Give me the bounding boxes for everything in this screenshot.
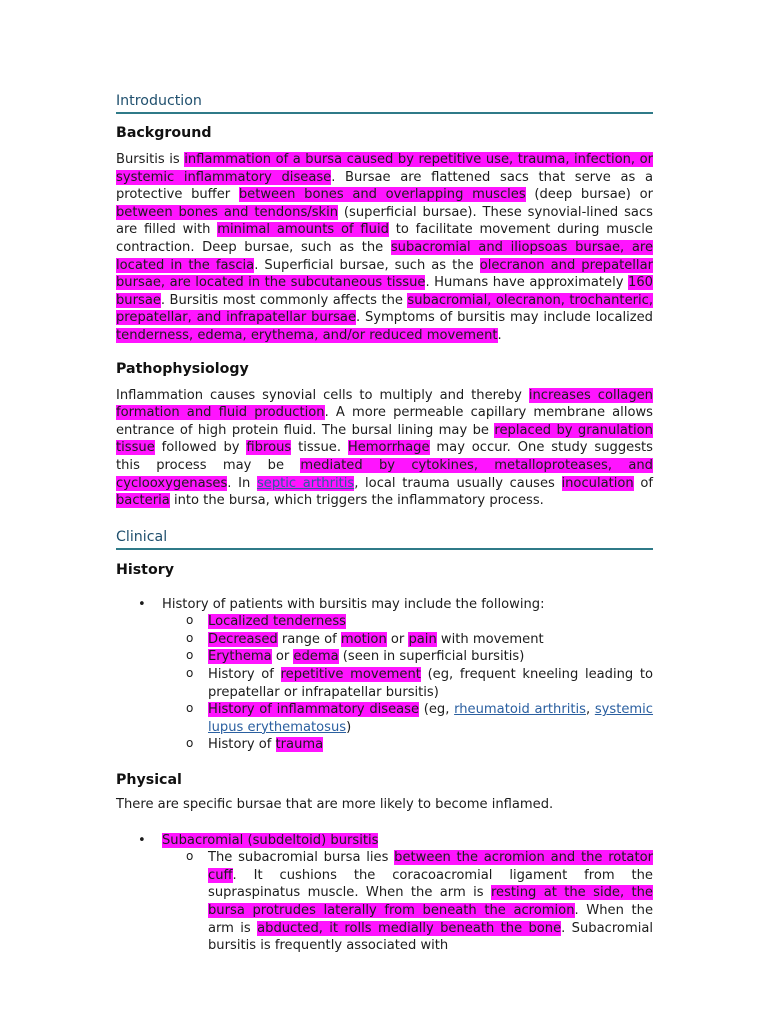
highlighted-text: motion [340, 631, 387, 647]
list-item [162, 666, 653, 701]
list-item [162, 736, 653, 754]
highlighted-text: trauma [275, 737, 324, 753]
inline-link[interactable]: systemic lupus erythematosus [208, 702, 654, 735]
text-run: . A more permeable capillary membrane allows entrance of high protein fluid. The bursal lining may be [116, 405, 654, 438]
text-run: (superficial bursae). These synovial-lined sacs are filled with [116, 204, 653, 238]
inline-link[interactable]: rheumatoid arthritis [454, 702, 586, 718]
list-item [162, 849, 653, 955]
highlighted-text: pain [408, 631, 437, 647]
text-run: . Humans have approximately [425, 275, 628, 291]
text-run: History of [208, 737, 276, 753]
highlighted-text: resting at the side, the bursa protrudes laterally from beneath the acromion [208, 885, 653, 918]
text-run: to facilitate movement during muscle contraction. Deep bursae, such as the [116, 222, 653, 255]
history-bullet-text: History of patients with bursitis may include the following: [162, 596, 545, 612]
highlighted-text: mediated by cytokines, metalloproteases, and cyclooxygenases [116, 457, 653, 491]
list-item [162, 613, 653, 631]
text-run: tissue. [291, 440, 348, 456]
text-run: . In [227, 475, 257, 491]
subheading-background: Background [116, 125, 212, 141]
subheading-physical: Physical [116, 772, 182, 789]
highlighted-text: between bones and overlapping muscles [238, 187, 526, 203]
highlighted-text: inoculation [561, 475, 634, 491]
text-run: or [271, 649, 294, 665]
highlighted-text: Decreased [208, 631, 278, 647]
text-run: of [633, 475, 653, 491]
subheading-history: History [116, 561, 174, 578]
highlighted-text: edema [293, 649, 339, 665]
text-run: . Subacromial bursitis is frequently associated with [208, 920, 653, 954]
text-run: (eg, frequent kneeling leading to prepatellar or infrapatellar bursitis) [208, 667, 654, 700]
history-list [116, 596, 653, 754]
subheading-pathophysiology: Pathophysiology [116, 360, 249, 377]
background-paragraph [116, 151, 653, 345]
text-run: Bursitis is [116, 152, 185, 167]
physical-sublist [162, 849, 653, 955]
highlighted-text: between the acromion and the rotator cuff [208, 850, 653, 883]
list-item [116, 832, 653, 955]
history-sublist [162, 613, 653, 754]
text-run: ) [346, 719, 352, 735]
text-run: (eg, [419, 702, 455, 718]
text-run: into the bursa, which triggers the inflammatory process. [169, 493, 544, 509]
text-run: History of [208, 667, 281, 683]
highlighted-text: subacromial, olecranon, trochanteric, prepatellar, and infrapatellar bursae [116, 292, 654, 326]
highlighted-text: between bones and tendons/skin [116, 204, 339, 220]
text-run: . Symptoms of bursitis may include localized [356, 310, 653, 326]
highlighted-text: Hemorrhage [347, 440, 430, 456]
text-run: . Bursae are flattened sacs that serve as a protective buffer [116, 169, 653, 203]
highlighted-text: increases collagen formation and fluid production [116, 387, 653, 421]
list-item [162, 631, 653, 649]
text-run: Inflammation causes synovial cells to multiply and thereby [116, 387, 529, 403]
document-content [116, 88, 653, 955]
text-run: The subacromial bursa lies [208, 850, 395, 866]
highlighted-text: tenderness, edema, erythema, and/or reduced movement [116, 327, 498, 343]
physical-bullet-text [162, 833, 378, 848]
highlighted-text: subacromial and iliopsoas bursae, are located in the fascia [116, 239, 653, 273]
inline-link[interactable]: septic arthritis [256, 475, 355, 491]
list-item [162, 701, 653, 736]
text-run: . [497, 327, 502, 343]
list-item [116, 596, 653, 754]
highlighted-text: Localized tenderness [208, 614, 346, 630]
text-run: (deep bursae) or [525, 187, 653, 203]
text-run: range of [277, 631, 341, 647]
highlighted-text: Subacromial (subdeltoid) bursitis [162, 832, 379, 848]
text-run: or [386, 631, 409, 647]
highlighted-text: History of inflammatory disease [208, 702, 420, 718]
text-run: . Bursitis most commonly affects the [160, 292, 408, 308]
section-heading-clinical: Clinical [116, 524, 653, 550]
physical-intro: There are specific bursae that are more likely to become inflamed. [116, 797, 554, 813]
highlighted-text: minimal amounts of fluid [217, 222, 389, 238]
highlighted-text: Erythema [208, 649, 272, 665]
text-run: . It cushions the coracoacromial ligament from the supraspinatus muscle. When the arm is [208, 867, 653, 901]
highlighted-text: olecranon and prepatellar bursae, are located in the subcutaneous tissue [116, 257, 653, 291]
text-run: , [585, 702, 595, 718]
text-run: . Superficial bursae, such as the [254, 257, 480, 273]
text-run: , local trauma usually causes [354, 475, 562, 491]
text-run: . When the arm is [208, 903, 654, 936]
text-run: followed by [154, 440, 247, 456]
highlighted-text: bacteria [116, 493, 170, 509]
highlighted-text: repetitive movement [280, 667, 421, 683]
list-item [162, 648, 653, 666]
text-run: with movement [436, 631, 544, 647]
text-run: may occur. One study suggests this process may be [116, 440, 653, 473]
highlighted-text: replaced by granulation tissue [116, 422, 653, 456]
physical-list [116, 832, 653, 955]
highlighted-text: fibrous [246, 440, 292, 456]
highlighted-text: abducted, it rolls medially beneath the bone [257, 920, 562, 936]
highlighted-text: inflammation of a bursa caused by repetitive use, trauma, infection, or systemic inflammatory disease [116, 152, 653, 185]
pathophysiology-paragraph [116, 387, 653, 510]
text-run: (seen in superficial bursitis) [338, 649, 525, 665]
section-heading-introduction: Introduction [116, 88, 653, 114]
highlighted-text: 160 bursae [116, 275, 653, 308]
